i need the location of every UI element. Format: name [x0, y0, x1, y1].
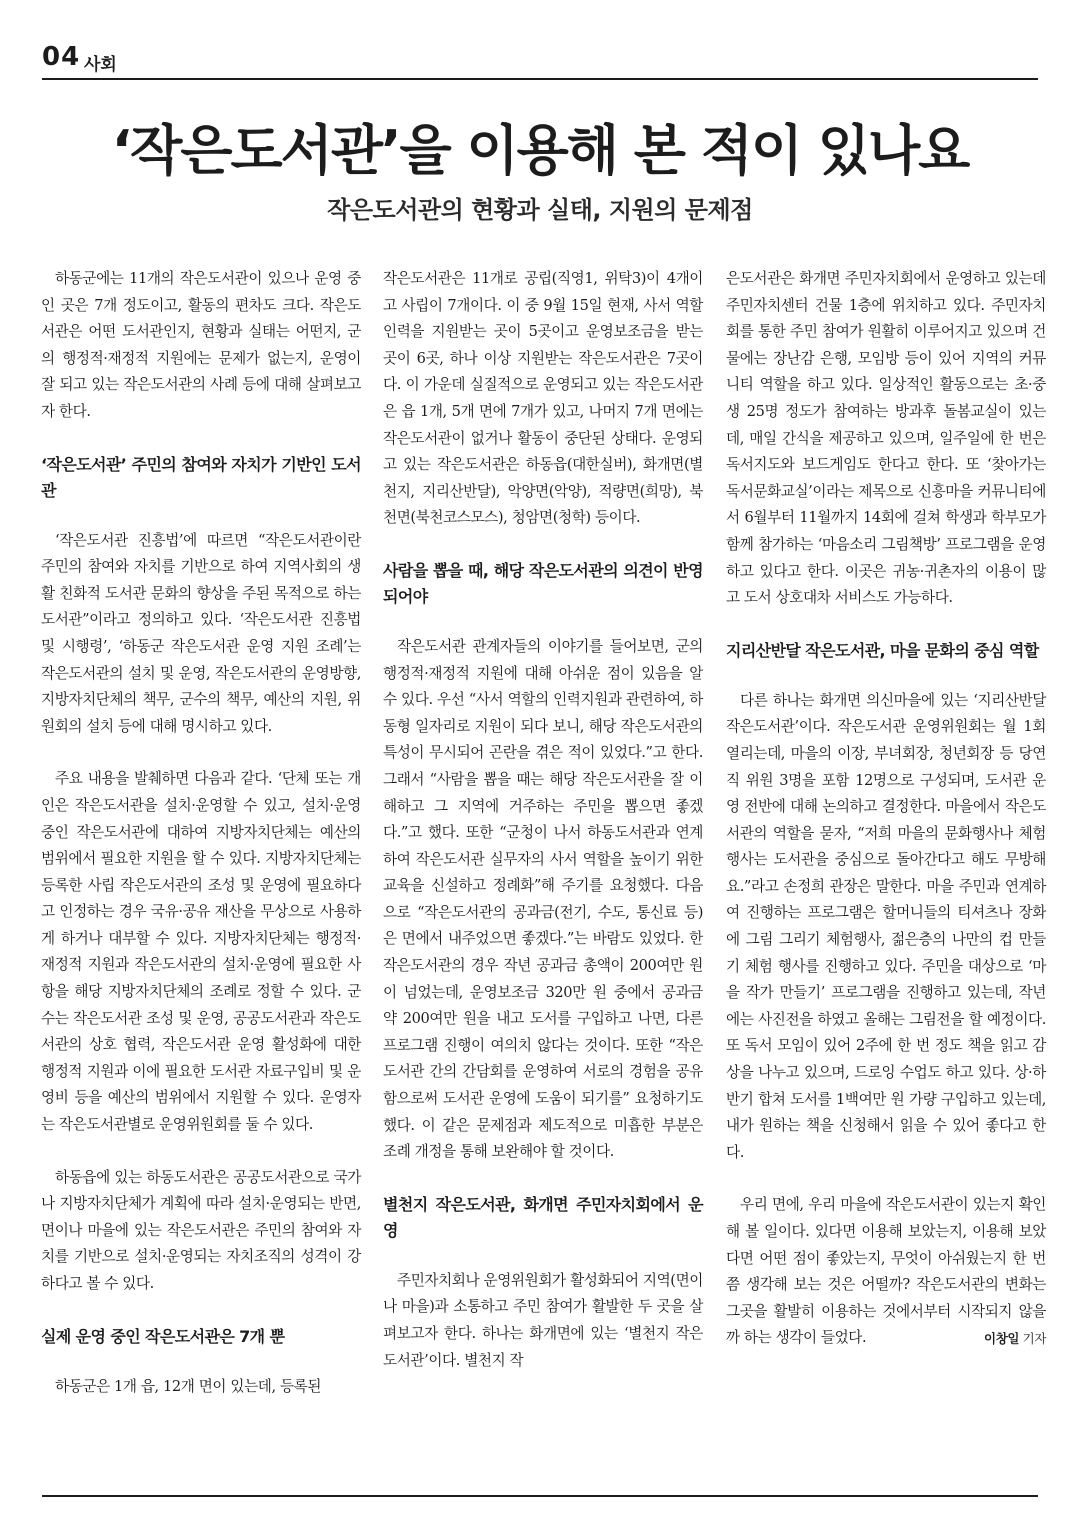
section-label: 사회: [84, 55, 117, 75]
paragraph: ‘작은도서관 진흥법’에 따르면 “작은도서관이란 주민의 참여와 자치를 기반으로 하여 지역사회의 생활 친화적 도서관 문화의 향상을 주된 목적으로 하는 도서관”이라고 정의하고 있다. ‘작은도서관 진흥법 및 시행령’, ‘하동군 작은도서관 운영 지원 조례’는 작은도서관의 설치 및 운영, 작은도서관의 운영방향, 지방자치단체의 책무, 군수의 책무, 예산의 지원, 위원회의 설치 등에 대해 명시하고 있다.: [41, 531, 361, 735]
paragraph: 작은도서관 관계자들의 이야기를 들어보면, 군의 행정적·재정적 지원에 대해 아쉬운 점이 있음을 알 수 있다. 우선 “사서 역할의 인력지원과 관련하여, 하동형 일자리로 지원이 되다 보니, 해당 작은도서관의 특성이 무시되어 곤란을 겪은 적이 있었다.”고 한다. 그래서 “사람을 뽑을 때는 해당 작은도서관을 잘 이해하고 그 지역에 거주하는 주민을 뽑으면 좋겠다.”고 했다. 또한 “군청이 나서 하동도서관과 연계하여 작은도서관 실무자의 사서 역할을 높이기 위한 교육을 신설하고 정례화”해 주기를 요청했다. 다음으로 “작은도서관의 공과금(전기, 수도, 통신료 등)은 면에서 내주었으면 좋겠다.”는 바람도 있었다. 한 작은도서관의 경우 작년 공과금 총액이 200여만 원이 넘었는데, 운영보조금 320만 원 중에서 공과금 약 200여만 원을 내고 도서를 구입하고 나면, 다른 프로그램 진행이 여의치 않다는 것이다. 또한 “작은도서관 간의 간담회를 운영하여 서로의 경험을 공유함으로써 도서관 운영에 도움이 되기를” 요청하기도 했다. 이 같은 문제점과 제도적으로 미흡한 부분은 조례 개정을 통해 보완해야 할 것이다.: [383, 637, 703, 1161]
paragraph: 다른 하나는 화개면 의신마을에 있는 ‘지리산반달 작은도서관’이다. 작은도서관 운영위원회는 월 1회 열리는데, 마을의 이장, 부녀회장, 청년회장 등 당연직 위원 3명을 포함 12명으로 구성되며, 도서관 운영 전반에 대해 논의하고 결정한다. 마을에서 작은도서관의 역할을 묻자, “저희 마을의 문화행사나 체험행사는 도서관을 중심으로 돌아간다고 해도 무방해요.”라고 손정희 관장은 말한다. 마을 주민과 연계하여 진행하는 프로그램은 할머니들의 티셔츠나 장화에 그림 그리기 체험행사, 젊은층의 나만의 컵 만들기 체험 행사를 진행하고 있다. 주민을 대상으로 ‘마을 작가 만들기’ 프로그램을 진행하고 있는데, 작년에는 사진전을 하였고 올해는 그림전을 할 예정이다. 또 독서 모임이 있어 2주에 한 번 정도 책을 읽고 감상을 나누고 있으며, 드로잉 수업도 하고 있다. 상·하반기 합쳐 도서를 1백여만 원 가량 구입하고 있는데, 내가 원하는 책을 신청해서 읽을 수 있어 좋다고 한다.: [726, 691, 1046, 1161]
article-column-1: [41, 266, 361, 1400]
section-heading: ‘작은도서관’ 주민의 참여와 자치가 기반인 도서관: [41, 454, 361, 500]
paragraph: 주민자치회나 운영위원회가 활성화되어 지역(면이나 마을)과 소통하고 주민 참여가 활발한 두 곳을 살펴보고자 한다. 하나는 화개면에 있는 ‘별천지 작은도서관’이다. 별천지 작: [383, 1271, 703, 1369]
paragraph: 은도서관은 화개면 주민자치회에서 운영하고 있는데 주민자치센터 건물 1층에 위치하고 있다. 주민자치회를 통한 주민 참여가 원활히 이루어지고 있으며 건물에는 장난감 은행, 모임방 등이 있어 지역의 커뮤니티 역할을 하고 있다. 일상적인 활동으로는 초·중생 25명 정도가 참여하는 방과후 돌봄교실이 있는데, 매일 간식을 제공하고 있으며, 일주일에 한 번은 독서지도와 보드게임도 한다고 한다. 또 ‘찾아가는 독서문화교실’이라는 제목으로 신흥마을 커뮤니티에서 6월부터 11월까지 14회에 걸쳐 학생과 학부모가 함께 참가하는 ‘마음소리 그림책방’ 프로그램을 운영하고 있다고 한다. 이곳은 귀농·귀촌자의 이용이 많고 도서 상호대차 서비스도 가능하다.: [726, 270, 1046, 607]
article-column-2: [383, 266, 703, 1374]
section-heading: 사람을 뽑을 때, 해당 작은도서관의 의견이 반영되어야: [383, 560, 703, 606]
paragraph: 작은도서관은 11개로 공립(직영1, 위탁3)이 4개이고 사립이 7개이다. 이 중 9월 15일 현재, 사서 역할 인력을 지원받는 곳이 5곳이고 운영보조금을 받는 곳이 6곳, 하나 이상 지원받는 작은도서관은 7곳이다. 이 가운데 실질적으로 운영되고 있는 작은도서관은 읍 1개, 5개 면에 7개가 있고, 나머지 7개 면에는 작은도서관이 없거나 활동이 중단된 상태다. 운영되고 있는 작은도서관은 하동읍(대한실버), 화개면(별천지, 지리산반달), 악양면(악양), 적량면(희망), 북천면(북천코스모스), 청암면(청학) 등이다.: [383, 270, 703, 527]
paragraph: 하동읍에 있는 하동도서관은 공공도서관으로 국가나 지방자치단체가 계획에 따라 설치·운영되는 반면, 면이나 마을에 있는 작은도서관은 주민의 참여와 자치를 기반으로 설치·운영되는 자치조직의 성격이 강하다고 볼 수 있다.: [41, 1168, 361, 1292]
subheadline: 작은도서관의 현황과 실태, 지원의 문제점: [327, 196, 753, 224]
section-heading: 실제 운영 중인 작은도서관은 7개 뿐: [41, 1326, 285, 1346]
paragraph: 우리 면에, 우리 마을에 작은도서관이 있는지 확인해 볼 일이다. 있다면 이용해 보았는지, 이용해 보았다면 어떤 점이 좋았는지, 무엇이 아쉬웠는지 한 번쯤 생각해 보는 것은 어떨까? 작은도서관의 변화는 그곳을 활발히 이용하는 것에서부터 시작되지 않을까 하는 생각이 들었다.: [726, 1196, 1046, 1347]
byline-name: 이창일: [984, 1330, 1020, 1346]
section-heading: 별천지 작은도서관, 화개면 주민자치회에서 운영: [383, 1194, 703, 1240]
byline-role: 기자: [1022, 1330, 1046, 1346]
paragraph: 주요 내용을 발췌하면 다음과 같다. ‘단체 또는 개인은 작은도서관을 설치·운영할 수 있고, 설치·운영 중인 작은도서관에 대하여 지방자치단체는 예산의 범위에서 필요한 지원을 할 수 있다. 지방자치단체는 등록한 사립 작은도서관의 조성 및 운영에 필요하다고 인정하는 경우 국유·공유 재산을 무상으로 사용하게 하거나 대부할 수 있다. 지방자치단체는 행정적·재정적 지원과 작은도서관의 설치·운영에 필요한 사항을 해당 지방자치단체의 조례로 정할 수 있다. 군수는 작은도서관 조성 및 운영, 공공도서관과 작은도서관의 상호 협력, 작은도서관 운영 활성화에 대한 행정적 지원과 이에 필요한 도서관 자료구입비 및 운영비 등을 예산의 범위에서 지원할 수 있다. 운영자는 작은도서관별로 운영위원회를 둘 수 있다.: [41, 770, 361, 1134]
footer-rule: [42, 1495, 1038, 1497]
paragraph: 하동군은 1개 읍, 12개 면이 있는데, 등록된: [55, 1377, 322, 1395]
article-column-3: [726, 266, 1046, 1353]
headline: ‘작은도서관’을 이용해 본 적이 있나요: [111, 119, 969, 182]
page-number: 04: [42, 42, 81, 72]
page-header: [42, 36, 1038, 76]
section-heading: 지리산반달 작은도서관, 마을 문화의 중심 역할: [726, 640, 1039, 660]
paragraph: 하동군에는 11개의 작은도서관이 있으나 운영 중인 곳은 7개 정도이고, 활동의 편차도 크다. 작은도서관은 어떤 도서관인지, 현황과 실태는 어떤지, 군의 행정적·재정적 지원에는 문제가 없는지, 운영이 잘 되고 있는 작은도서관의 사례 등에 대해 살펴보고자 한다.: [41, 270, 361, 420]
header-rule: [42, 78, 1038, 80]
